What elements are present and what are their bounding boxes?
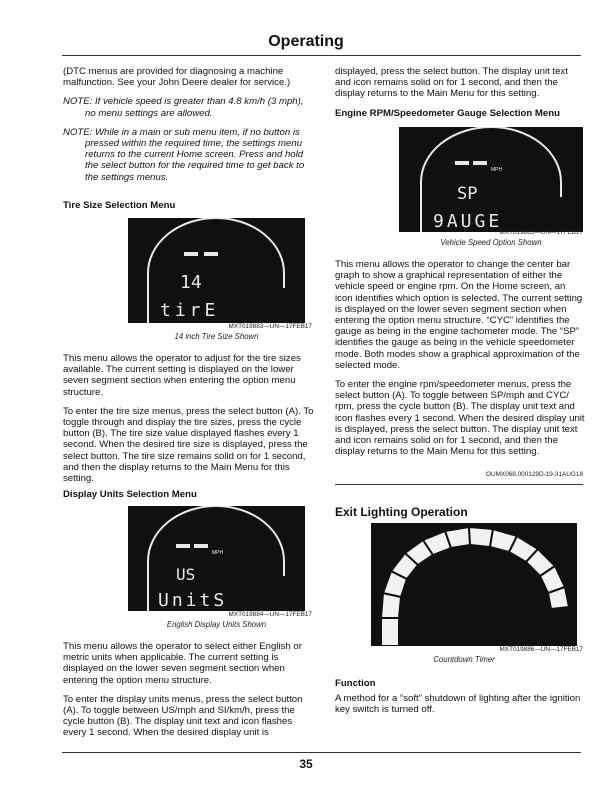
- tire-figure-id: MXT019883—UN—17FEB17: [228, 323, 312, 330]
- gauge-figure: [399, 127, 583, 232]
- countdown-figure-caption: Countdown Timer: [433, 655, 495, 664]
- reference-code: OUMX068,000129D-19-31AUG18: [486, 471, 583, 478]
- intro-paragraph: (DTC menus are provided for diagnosing a machine malfunction. See your John Deere dealer for service.): [63, 66, 291, 89]
- units-paragraph-2: To enter the display units menus, press the select button (A). To toggle between US/mph and SI/km/h, press the cycle button (B). The display unit text and icon flashes every 1 second. When the desired display unit is: [63, 693, 303, 739]
- footer-rule: [62, 752, 581, 753]
- units-continuation: displayed, press the select button. The display unit text and icon remains solid on for 1 second, and then the display returns to the Main Menu for this setting.: [335, 66, 568, 100]
- tire-size-heading: Tire Size Selection Menu: [63, 200, 176, 211]
- units-text: [63, 641, 315, 739]
- units-paragraph-1: This menu allows the operator to select either English or metric units when applicable. The current setting is displayed on the lower seven segment section when entering the option menu structure.: [63, 641, 302, 686]
- countdown-figure-id: MXT019886—UN—17FEB17: [499, 646, 583, 653]
- gauge-mph-label: MPH: [491, 167, 503, 173]
- exit-lighting-title: Exit Lighting Operation: [335, 505, 468, 519]
- gauge-text: [335, 259, 585, 465]
- left-column-top: [63, 66, 315, 191]
- tire-display-line1: 14: [180, 272, 202, 293]
- gauge-figure-id: MXT019885—UN—17FEB17: [499, 229, 583, 236]
- tire-text: [63, 353, 315, 492]
- display-units-heading: Display Units Selection Menu: [63, 489, 197, 500]
- gauge-paragraph-2: To enter the engine rpm/speedometer menus, press the select button (A). To toggle between SP/mph and CYC/ rpm, press the cycle button (B). The display unit text and icon flashes every 1 second. When the desired display unit is displayed, press the select button. The display unit text and icon remains solid on for 1 second, and then the display returns to the Main Menu for this setting.: [335, 379, 585, 458]
- header-rule: [62, 55, 581, 56]
- tire-size-figure: [128, 218, 305, 323]
- page-title: Operating: [268, 33, 344, 50]
- units-figure-id: MXT019884—UN—17FEB17: [228, 611, 312, 618]
- units-display-line2: UnitS: [158, 590, 228, 611]
- gauge-heading: Engine RPM/Speedometer Gauge Selection Menu: [335, 108, 560, 119]
- tire-display-line2: tirE: [160, 300, 220, 321]
- gauge-display-line1: SP: [457, 184, 478, 204]
- note-timeout: NOTE: While in a main or sub menu item, if no button is pressed within the required time, the settings menu returns to the current Home screen. Press and hold the select button for the required time to get back to the settings menus.: [63, 126, 305, 183]
- tire-figure-caption: 14 inch Tire Size Shown: [174, 332, 259, 341]
- page-number: 35: [299, 757, 313, 771]
- note-speed: NOTE: If vehicle speed is greater than 4.8 km/h (3 mph), no menu settings are allowed.: [63, 96, 304, 119]
- right-continuation: [335, 66, 585, 108]
- tire-paragraph-1: This menu allows the operator to adjust for the tire sizes available. The current setting is displayed on the lower seven segment section when entering the option menu structure.: [63, 353, 301, 398]
- units-figure-caption: English Display Units Shown: [166, 620, 267, 629]
- units-mph-label: MPH: [212, 550, 224, 556]
- gauge-figure-caption: Vehicle Speed Option Shown: [440, 238, 542, 247]
- function-heading: Function: [335, 678, 376, 689]
- display-units-figure: [128, 506, 305, 611]
- function-text: A method for a “soft” shutdown of lighting after the ignition key switch is turned off.: [335, 693, 581, 716]
- gauge-paragraph-1: This menu allows the operator to change the center bar graph to show a graphical representation of either the vehicle speed or engine rpm. On the Home screen, an icon identifies which option is selected. The current setting is displayed on the lower seven segment section when entering the option menu structure. “CYC” identifies the gauge as being in the engine tachometer mode. The “SP” identifies the gauge as being in the vehicle speedometer mode. Both modes show a graphical approximation of the selected mode.: [335, 259, 583, 371]
- countdown-timer-figure: [371, 523, 577, 646]
- gauge-display-line2: 9AUGE: [433, 211, 503, 232]
- units-display-line1: US: [176, 565, 196, 584]
- countdown-timer-gauge: [371, 523, 577, 646]
- tire-paragraph-2: To enter the tire size menus, press the select button (A). To toggle through and display the tire sizes, press the cycle button (B). The tire size value displayed flashes every 1 second. When the desired tire size is displayed, press the select button. The tire size remains solid on for 1 second, and then the display returns to the Main Menu for this setting.: [63, 405, 314, 485]
- section-divider: [335, 484, 583, 485]
